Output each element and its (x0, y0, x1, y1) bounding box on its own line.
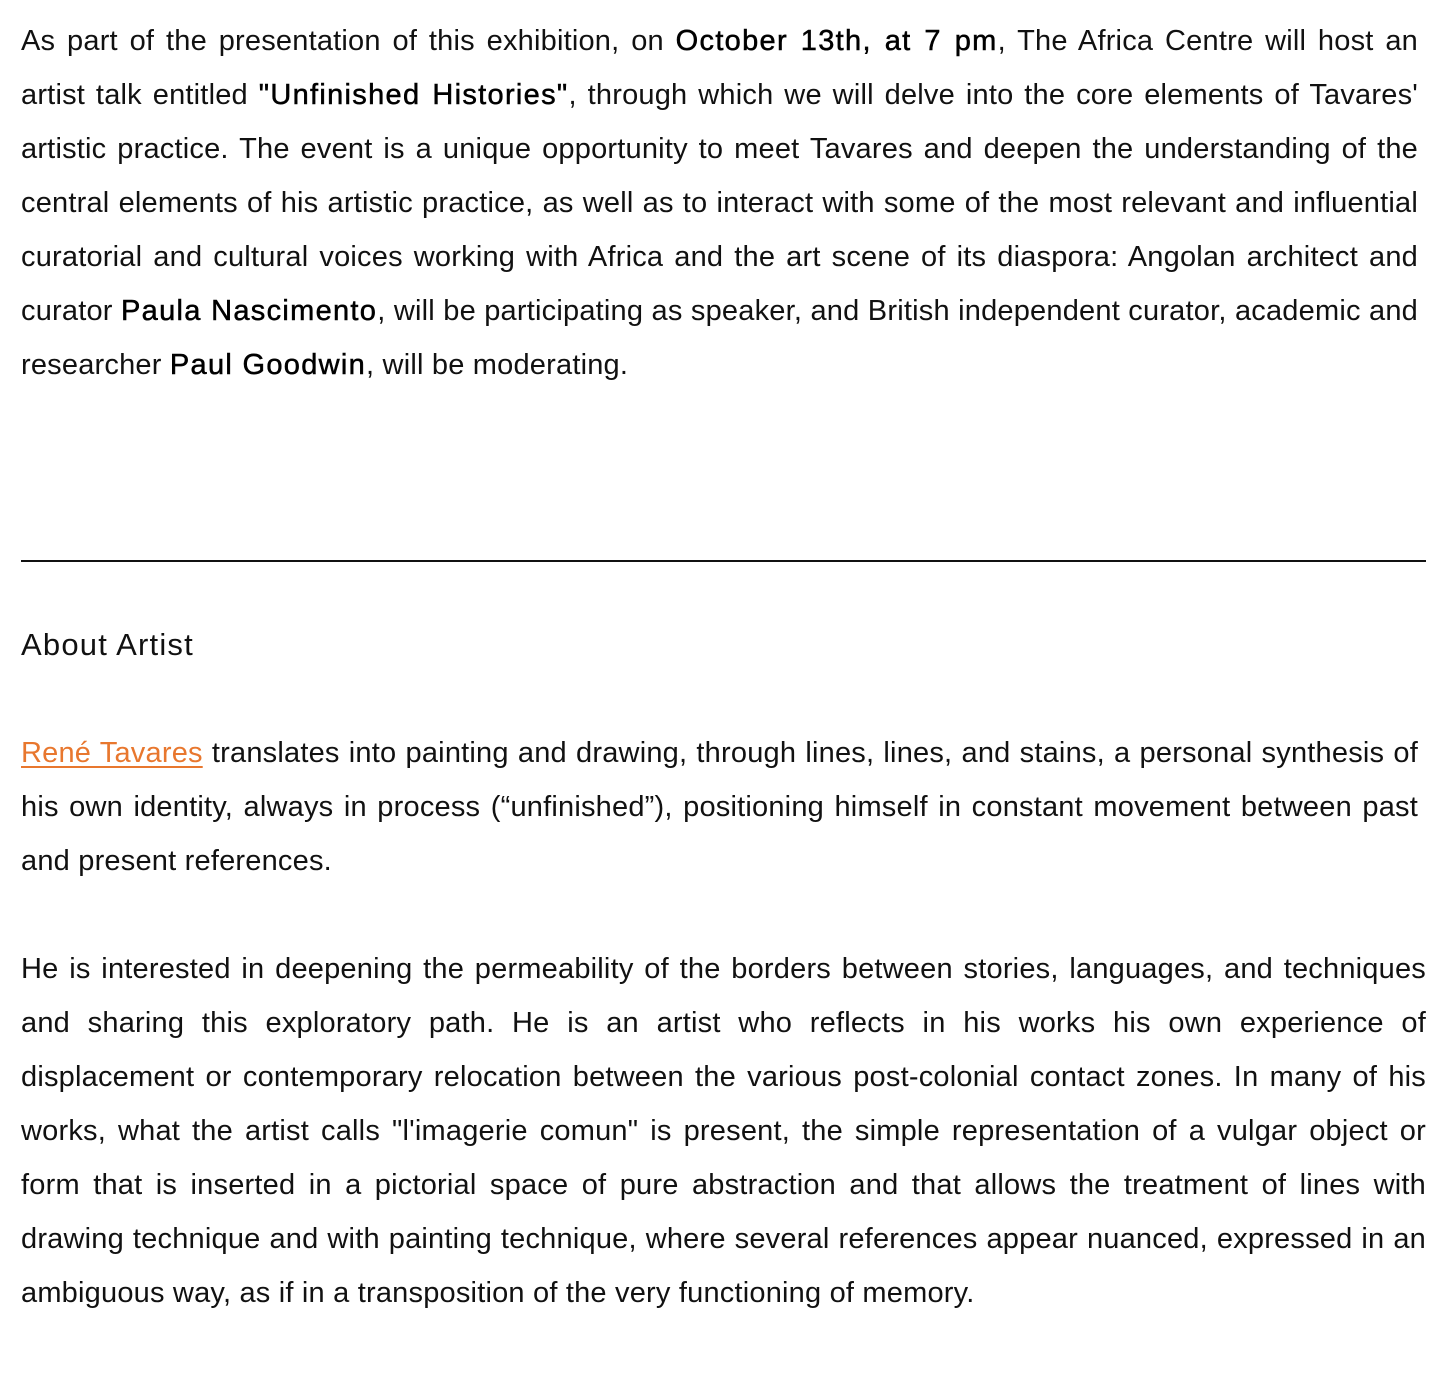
about-artist-heading: About Artist (21, 627, 194, 662)
intro-section (21, 14, 1418, 392)
intro-text-2: , The Africa Centre will host an artist talk entitled (21, 25, 1419, 111)
artist-name-link[interactable]: René Tavares (21, 737, 203, 769)
intro-text-1: As part of the presentation of this exhibition, on (21, 25, 676, 57)
artist-bio-paragraph-1 (21, 726, 1418, 888)
event-date-time: October 13th, at 7 pm (675, 25, 998, 57)
artist-bio-section (21, 726, 1418, 888)
speaker-name: Paula Nascimento (121, 295, 378, 327)
intro-paragraph (21, 14, 1418, 392)
intro-text-5: , will be moderating. (366, 349, 629, 381)
artist-bio-section-2 (21, 942, 1426, 1320)
moderator-name: Paul Goodwin (169, 349, 367, 381)
artist-bio-paragraph-2: He is interested in deepening the permeability of the borders between stories, languages, and techniques and sharing this exploratory path. He is an artist who reflects in his works his own experience of displacement or contemporary relocation between the various post-colonial contact zones. In many of his works, what the artist calls "l'imagerie comun" is present, the simple representation of a vulgar object or form that is inserted in a pictorial space of pure abstraction and that allows the treatment of lines with drawing technique and with painting technique, where several references appear nuanced, expressed in an ambiguous way, as if in a transposition of the very functioning of memory. (21, 953, 1426, 1309)
intro-text-3: , through which we will delve into the core elements of Tavares' artistic practice. The event is a unique opportunity to meet Tavares and deepen the understanding of the central elements of his artistic practice, as well as to interact with some of the most relevant and influential curatorial and cultural voices working with Africa and the art scene of its diaspora: Angolan architect and curator (21, 79, 1419, 327)
section-divider (21, 560, 1426, 562)
intro-text-4: , will be participating as speaker, and British independent curator, academic and researcher (21, 295, 1418, 381)
artist-bio-text-1: translates into painting and drawing, through lines, lines, and stains, a personal synthesis of his own identity, always in process (“unfinished”), positioning himself in constant movement between past and present references. (21, 737, 1418, 877)
talk-title: "Unfinished Histories" (258, 79, 569, 111)
